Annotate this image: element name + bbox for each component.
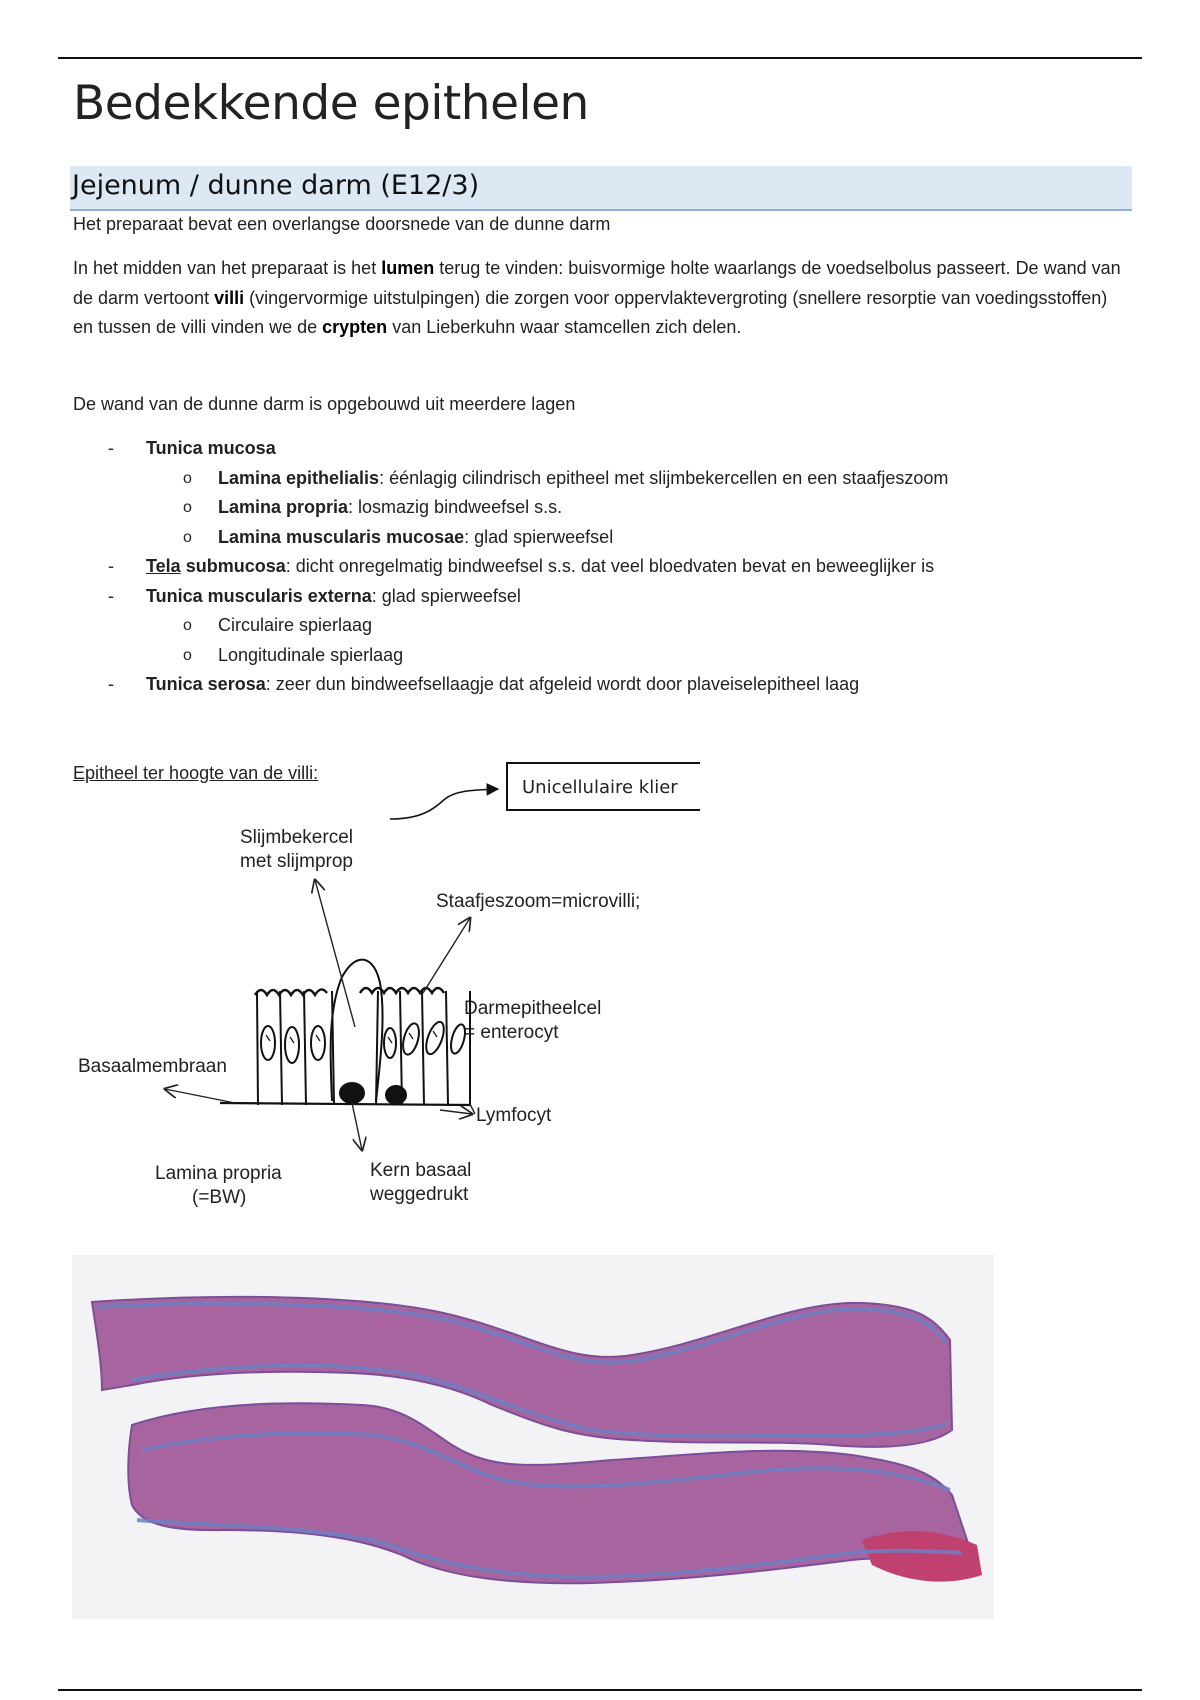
bottom-rule [58, 1689, 1142, 1691]
nucleus [423, 1020, 448, 1057]
staafjeszoom-label: Staafjeszoom=microvilli; [436, 891, 641, 912]
list-item-lamina-epithelialis [73, 464, 1133, 494]
histology-micrograph [72, 1255, 994, 1619]
basaalmembraan-arrow [165, 1089, 235, 1103]
paragraph-part-4: van Lieberkuhn waar stamcellen zich delen. [387, 317, 742, 337]
wall-intro-text: De wand van de dunne darm is opgebouwd uit meerdere lagen [73, 394, 576, 414]
slijmbekercel-outline [331, 960, 383, 1101]
kern-basaal-label: Kern basaal [370, 1160, 472, 1181]
nucleus-detail [266, 1031, 437, 1043]
curved-arrow [390, 789, 498, 819]
kern-basaal-arrow [352, 1103, 362, 1150]
paragraph-part-3: (vingervormige uitstulpingen) die zorgen voor oppervlaktevergroting (snellere resorptie van voedingsstoffen) en tussen de villi vinden we de [73, 287, 1108, 337]
circle-marker: o [183, 499, 192, 516]
list-item-longitudinale-spierlaag [73, 641, 1133, 671]
lymfocyt-label: Lymfocyt [476, 1105, 552, 1126]
lymfocyt-arrow-stem [470, 1104, 475, 1114]
submucosa-label: submucosa [180, 556, 286, 576]
diagram-heading: Epitheel ter hoogte van de villi: [73, 763, 319, 783]
lamina-propria-label: Lamina propria [218, 497, 349, 517]
nucleus [384, 1028, 396, 1058]
circulaire-spierlaag-label: Circulaire spierlaag [218, 615, 373, 635]
lamina-propria-desc: : losmazig bindweefsel s.s. [348, 497, 563, 517]
list-item-circulaire-spierlaag [73, 611, 1133, 641]
tunica-muscularis-externa-desc: : glad spierweefsel [371, 585, 521, 606]
layer-list [73, 434, 1133, 700]
goblet-basal-nucleus [340, 1083, 364, 1103]
circle-marker: o [183, 469, 192, 487]
nucleus [400, 1022, 422, 1057]
nucleus [261, 1026, 275, 1060]
lumen-paragraph [73, 254, 1128, 343]
nucleus [311, 1026, 325, 1060]
staafjeszoom-arrow [423, 918, 470, 993]
unicellulaire-klier-label: Unicellulaire klier [522, 777, 678, 798]
dash-marker: - [108, 438, 114, 458]
tela-label: Tela [146, 556, 181, 576]
page-title: Bedekkende epithelen [73, 76, 589, 131]
lamina-epithelialis-label: Lamina epithelialis [218, 467, 380, 488]
slijmbekercel-label: Slijmbekercel [240, 827, 353, 848]
term-villi: villi [214, 287, 245, 308]
dash-marker: - [108, 674, 114, 694]
epithelial-cells-drawing [220, 960, 470, 1105]
term-lumen: lumen [381, 258, 435, 278]
bw-label: (=BW) [192, 1187, 247, 1208]
slijmprop-label: met slijmprop [240, 851, 353, 872]
nucleus [285, 1027, 299, 1063]
list-item-tunica-serosa [73, 670, 1133, 700]
list-item-tunica-mucosa [73, 434, 1133, 464]
tunica-muscularis-externa-label: Tunica muscularis externa [146, 585, 372, 606]
dash-marker: - [108, 556, 114, 576]
enterocyt-label: = enterocyt [464, 1022, 559, 1043]
list-item-tunica-muscularis-externa [73, 582, 1133, 612]
lamina-propria-diagram-label: Lamina propria [155, 1163, 282, 1184]
lamina-muscularis-mucosae-desc: : glad spierweefsel [464, 526, 614, 547]
tunica-mucosa-label: Tunica mucosa [146, 438, 276, 458]
tela-submucosa-desc: : dicht onregelmatig bindweefsel s.s. dat veel bloedvaten bevat en beweeglijker is [285, 556, 935, 576]
term-crypten: crypten [322, 317, 388, 337]
basaalmembraan-label: Basaalmembraan [78, 1056, 227, 1077]
paragraph-part-1: In het midden van het preparaat is het [73, 258, 382, 278]
dash-marker: - [108, 585, 114, 606]
circle-marker: o [183, 617, 192, 634]
intro-text: Het preparaat bevat een overlangse doorsnede van de dunne darm [73, 214, 611, 234]
tunica-serosa-label: Tunica serosa [146, 674, 266, 694]
weggedrukt-label: weggedrukt [370, 1184, 469, 1205]
lymfocyt-cell [386, 1086, 406, 1104]
tunica-serosa-desc: : zeer dun bindweefsellaagje dat afgeleid wordt door plaveiselepitheel laag [265, 674, 860, 694]
lamina-epithelialis-desc: : éénlagig cilindrisch epitheel met slijmbekercellen en een staafjeszoom [379, 467, 949, 488]
top-rule [58, 57, 1142, 59]
paragraph-part-2: terug te vinden: buisvormige holte waarlangs de voedselbolus passeert. De wand van de darm vertoont [73, 258, 1121, 308]
lymfocyt-arrow [440, 1110, 472, 1114]
list-item-lamina-propria [73, 493, 1133, 523]
circle-marker: o [183, 646, 192, 664]
circle-marker: o [183, 528, 192, 546]
list-item-tela-submucosa [73, 552, 1133, 582]
section-title: Jejenum / dunne darm (E12/3) [72, 170, 480, 201]
epithelium-diagram [60, 755, 700, 1215]
darmepitheelcel-label: Darmepitheelcel [464, 998, 602, 1019]
nucleus [448, 1023, 467, 1055]
list-item-lamina-muscularis-mucosae [73, 523, 1133, 553]
longitudinale-spierlaag-label: Longitudinale spierlaag [218, 644, 404, 665]
staafjeszoom-border [255, 988, 444, 995]
lamina-muscularis-mucosae-label: Lamina muscularis mucosae [218, 526, 465, 547]
